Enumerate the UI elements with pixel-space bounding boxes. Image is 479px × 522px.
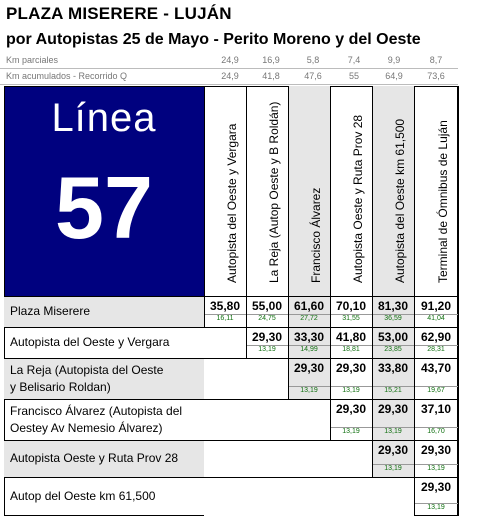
km-acumulados-value: 55 bbox=[348, 71, 359, 81]
social-fare: 27,72 bbox=[300, 315, 318, 322]
sube-fare: 33,80 bbox=[377, 361, 409, 375]
row-label bbox=[4, 358, 204, 399]
social-fare: 41,04 bbox=[427, 315, 445, 322]
sube-fare: 91,20 bbox=[420, 299, 452, 313]
column-header bbox=[288, 86, 330, 296]
cell-border bbox=[414, 358, 415, 399]
fare-divider bbox=[246, 345, 288, 346]
social-fare: 13,19 bbox=[342, 428, 360, 435]
km-parciales-value: 8,7 bbox=[429, 55, 443, 65]
social-fare: 13,19 bbox=[342, 387, 360, 394]
sube-fare: 61,60 bbox=[293, 299, 325, 313]
fare-divider bbox=[288, 345, 330, 346]
sube-fare: 29,30 bbox=[251, 330, 283, 344]
sube-fare: 37,10 bbox=[420, 402, 452, 416]
fare-divider bbox=[372, 345, 414, 346]
empty-cell bbox=[204, 477, 246, 516]
cell-border bbox=[246, 327, 247, 358]
fare-divider bbox=[414, 386, 458, 387]
cell-border bbox=[414, 327, 415, 358]
row-label bbox=[4, 327, 204, 358]
km-acumulados-label: Km acumulados - Recorrido Q bbox=[6, 71, 128, 81]
sube-fare: 41,80 bbox=[335, 330, 367, 344]
row-label-line: Autopista Oeste y Ruta Prov 28 bbox=[10, 451, 179, 465]
cell-border bbox=[288, 296, 289, 327]
row-label-line: Francisco Álvarez (Autopista del bbox=[10, 403, 183, 418]
row-border bbox=[4, 477, 458, 478]
km-parciales-row bbox=[0, 54, 479, 69]
km-parciales-value: 7,4 bbox=[347, 55, 361, 65]
empty-cell bbox=[288, 477, 330, 516]
fare-divider bbox=[414, 314, 458, 315]
social-fare: 13,19 bbox=[427, 504, 445, 511]
cell-border bbox=[330, 327, 331, 358]
fare-divider bbox=[204, 314, 246, 315]
km-parciales-value: 16,9 bbox=[262, 55, 280, 65]
column-header-label: Autopista del Oeste km 61,500 bbox=[393, 118, 407, 283]
sube-fare: 33,30 bbox=[293, 330, 325, 344]
km-acumulados-value: 47,6 bbox=[304, 71, 322, 81]
empty-cell bbox=[204, 399, 246, 440]
social-fare: 16,11 bbox=[216, 315, 234, 322]
row-label bbox=[4, 399, 204, 440]
empty-cell bbox=[204, 358, 246, 399]
cell-border bbox=[246, 296, 247, 327]
fare-divider bbox=[372, 386, 414, 387]
sube-fare: 29,30 bbox=[420, 443, 452, 457]
fare-divider bbox=[288, 314, 330, 315]
sube-fare: 29,30 bbox=[335, 402, 367, 416]
sube-fare: 70,10 bbox=[335, 299, 367, 313]
social-fare: 13,19 bbox=[300, 387, 318, 394]
km-acumulados-value: 73,6 bbox=[427, 71, 445, 81]
row-label bbox=[4, 477, 204, 516]
cell-border bbox=[372, 399, 373, 440]
row-border bbox=[4, 327, 458, 328]
sube-fare: 29,30 bbox=[293, 361, 325, 375]
km-parciales-value: 9,9 bbox=[387, 55, 401, 65]
empty-cell bbox=[372, 477, 414, 516]
cell-border bbox=[288, 327, 289, 358]
cell-border bbox=[372, 440, 373, 477]
social-fare: 23,85 bbox=[384, 346, 402, 353]
sube-fare: 62,90 bbox=[420, 330, 452, 344]
km-parciales-value: 5,8 bbox=[306, 55, 320, 65]
fare-divider bbox=[414, 427, 458, 428]
column-header-label: La Reja (Autop Oeste y B Roldán) bbox=[267, 101, 281, 283]
sube-fare: 81,30 bbox=[377, 299, 409, 313]
column-header bbox=[246, 86, 288, 296]
row-label-line: La Reja (Autopista del Oeste bbox=[10, 362, 164, 377]
empty-cell bbox=[246, 440, 288, 477]
empty-cell bbox=[246, 399, 288, 440]
sube-fare: 35,80 bbox=[209, 299, 241, 313]
social-fare: 13,19 bbox=[384, 428, 402, 435]
km-acumulados-value: 24,9 bbox=[221, 71, 239, 81]
social-fare: 19,67 bbox=[427, 387, 445, 394]
cell-border bbox=[288, 358, 289, 399]
row-border bbox=[4, 358, 458, 359]
social-fare: 18,81 bbox=[342, 346, 360, 353]
row-label-line: y Belisario Roldan) bbox=[10, 379, 111, 394]
social-fare: 28,31 bbox=[427, 346, 445, 353]
column-header bbox=[330, 86, 372, 296]
fare-divider bbox=[372, 464, 414, 465]
sube-fare: 55,00 bbox=[251, 299, 283, 313]
sube-fare: 53,00 bbox=[377, 330, 409, 344]
page-title: PLAZA MISERERE - LUJÁN bbox=[6, 4, 232, 23]
cell-border bbox=[372, 358, 373, 399]
social-fare: 24,75 bbox=[258, 315, 276, 322]
sube-fare: 29,30 bbox=[420, 480, 452, 494]
empty-cell bbox=[246, 358, 288, 399]
social-fare: 13,19 bbox=[384, 465, 402, 472]
fare-divider bbox=[288, 386, 330, 387]
fare-divider bbox=[372, 314, 414, 315]
social-fare: 16,70 bbox=[427, 428, 445, 435]
cell-border bbox=[330, 358, 331, 399]
row-label-line: Oestey Av Nemesio Álvarez) bbox=[10, 420, 163, 435]
row-label bbox=[4, 296, 204, 327]
fare-divider bbox=[414, 503, 458, 504]
sube-fare: 29,30 bbox=[377, 402, 409, 416]
social-fare: 14,99 bbox=[300, 346, 318, 353]
cell-border bbox=[330, 399, 331, 440]
cell-border bbox=[330, 296, 331, 327]
page-subtitle: por Autopistas 25 de Mayo - Perito Moreno y del Oeste bbox=[6, 31, 421, 48]
row-label-line: Plaza Miserere bbox=[10, 304, 91, 318]
sube-fare: 29,30 bbox=[377, 443, 409, 457]
row-border bbox=[4, 399, 458, 400]
fare-divider bbox=[330, 427, 372, 428]
fare-divider bbox=[372, 427, 414, 428]
cell-border bbox=[372, 327, 373, 358]
table-edge bbox=[458, 86, 459, 516]
fare-divider bbox=[246, 314, 288, 315]
fare-divider bbox=[330, 345, 372, 346]
cell-border bbox=[414, 440, 415, 477]
fare-divider bbox=[330, 386, 372, 387]
fare-divider bbox=[330, 314, 372, 315]
cell-border bbox=[414, 399, 415, 440]
social-fare: 13,19 bbox=[427, 465, 445, 472]
empty-cell bbox=[204, 440, 246, 477]
empty-cell bbox=[288, 440, 330, 477]
logo-word: Línea bbox=[51, 96, 157, 140]
km-acumulados-value: 41,8 bbox=[262, 71, 280, 81]
column-header bbox=[372, 86, 414, 296]
fare-divider bbox=[414, 464, 458, 465]
sube-fare: 29,30 bbox=[335, 361, 367, 375]
empty-cell bbox=[204, 327, 246, 358]
social-fare: 36,59 bbox=[384, 315, 402, 322]
sube-fare: 43,70 bbox=[420, 361, 452, 375]
km-acumulados-row bbox=[0, 70, 479, 85]
row-label-line: Autopista del Oeste y Vergara bbox=[10, 335, 170, 349]
row-label bbox=[4, 440, 204, 477]
column-header bbox=[414, 86, 458, 296]
empty-cell bbox=[330, 477, 372, 516]
column-header-label: Terminal de Ómnibus de Luján bbox=[436, 120, 450, 283]
column-header-label: Autopista del Oeste y Vergara bbox=[225, 123, 239, 283]
empty-cell bbox=[246, 477, 288, 516]
cell-border bbox=[372, 296, 373, 327]
km-parciales-value: 24,9 bbox=[221, 55, 239, 65]
cell-border bbox=[204, 296, 205, 327]
logo-number: 57 bbox=[55, 158, 153, 257]
km-acumulados-value: 64,9 bbox=[385, 71, 403, 81]
cell-border bbox=[414, 477, 415, 516]
column-header-label: Autopista Oeste y Ruta Prov 28 bbox=[351, 114, 365, 283]
column-header bbox=[204, 86, 246, 296]
column-header-label: Francisco Álvarez bbox=[309, 187, 323, 283]
row-border bbox=[4, 296, 458, 297]
social-fare: 15,21 bbox=[384, 387, 402, 394]
cell-border bbox=[414, 296, 415, 327]
empty-cell bbox=[330, 440, 372, 477]
km-parciales-label: Km parciales bbox=[6, 55, 59, 65]
row-border bbox=[4, 440, 458, 441]
social-fare: 31,55 bbox=[342, 315, 360, 322]
social-fare: 13,19 bbox=[258, 346, 276, 353]
empty-cell bbox=[288, 399, 330, 440]
fare-divider bbox=[414, 345, 458, 346]
row-label-line: Autop del Oeste km 61,500 bbox=[10, 489, 156, 503]
